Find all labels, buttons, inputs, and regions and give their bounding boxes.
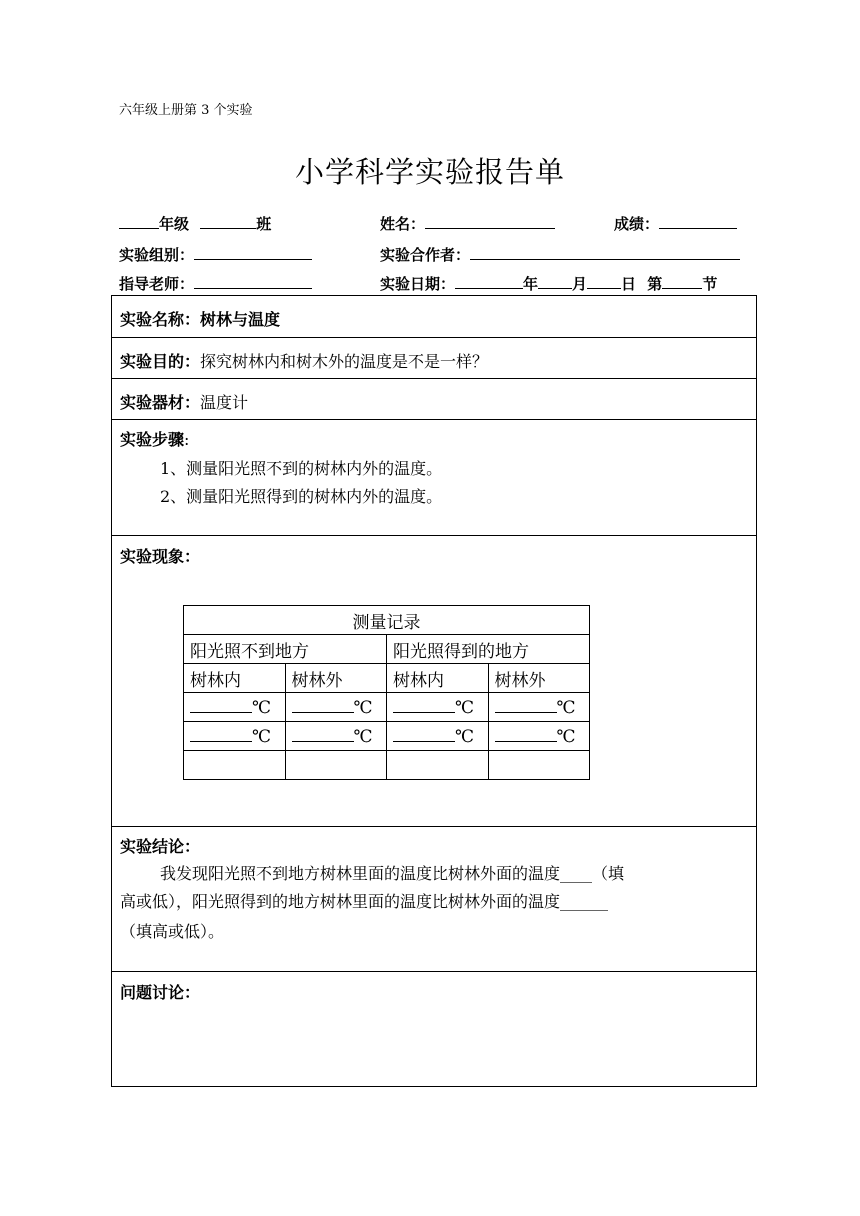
group-header-sun: 阳光照得到的地方 <box>387 635 590 664</box>
month-blank[interactable] <box>538 273 572 289</box>
temp-cell[interactable]: ℃ <box>285 722 387 751</box>
year-suffix: 年 <box>523 275 539 293</box>
column-header: 树林内 <box>184 664 286 693</box>
period-blank[interactable] <box>662 273 702 289</box>
temp-cell[interactable]: ℃ <box>387 722 489 751</box>
steps-label: 实验步骤 <box>120 430 185 449</box>
score-field <box>614 213 737 234</box>
section-purpose <box>111 337 757 379</box>
class-blank[interactable] <box>200 213 256 229</box>
temp-cell[interactable]: ℃ <box>184 693 286 722</box>
grade-suffix: 年级 <box>159 215 190 233</box>
table-row <box>184 751 590 780</box>
step-item: 1、测量阳光照不到的树林内外的温度。 <box>160 459 443 478</box>
grade-note: 六年级上册第 3 个实验 <box>119 103 253 118</box>
column-header: 树林内 <box>387 664 489 693</box>
temp-cell[interactable]: ℃ <box>184 722 286 751</box>
empty-cell[interactable] <box>387 751 489 780</box>
score-blank[interactable] <box>659 213 737 229</box>
steps-colon: : <box>184 430 190 449</box>
materials-value: 温度计 <box>200 393 249 412</box>
year-blank[interactable] <box>455 273 523 289</box>
group-blank[interactable] <box>194 244 312 260</box>
group-header-shade: 阳光照不到地方 <box>184 635 387 664</box>
month-suffix: 月 <box>572 275 588 293</box>
section-conclusion <box>111 826 757 972</box>
partner-field <box>380 244 740 265</box>
experiment-name-label: 实验名称： <box>120 310 201 329</box>
empty-cell[interactable] <box>488 751 590 780</box>
temp-cell[interactable]: ℃ <box>285 693 387 722</box>
period-prefix: 第 <box>647 275 663 293</box>
conclusion-label: 实验结论： <box>120 837 201 856</box>
temp-cell[interactable]: ℃ <box>387 693 489 722</box>
column-header: 树林外 <box>285 664 387 693</box>
period-suffix: 节 <box>702 275 718 293</box>
temp-cell[interactable]: ℃ <box>488 693 590 722</box>
temp-cell[interactable]: ℃ <box>488 722 590 751</box>
purpose-value: 探究树林内和树木外的温度是不是一样？ <box>200 352 489 371</box>
materials-label: 实验器材： <box>120 393 201 412</box>
empty-cell[interactable] <box>285 751 387 780</box>
partner-label: 实验合作者： <box>380 246 471 264</box>
group-field <box>119 244 312 265</box>
teacher-field <box>119 273 312 294</box>
section-materials <box>111 378 757 420</box>
table-row <box>184 722 590 751</box>
conclusion-line: 我发现阳光照不到地方树林里面的温度比树林外面的温度____（填 <box>160 864 625 883</box>
phenomenon-label: 实验现象： <box>120 547 201 566</box>
day-blank[interactable] <box>587 273 621 289</box>
date-field <box>380 273 717 294</box>
teacher-blank[interactable] <box>194 273 312 289</box>
empty-cell[interactable] <box>184 751 286 780</box>
name-blank[interactable] <box>425 213 555 229</box>
group-label: 实验组别： <box>119 246 195 264</box>
teacher-label: 指导老师： <box>119 275 195 293</box>
table-row <box>184 693 590 722</box>
partner-blank[interactable] <box>470 244 740 260</box>
section-steps <box>111 419 757 536</box>
date-label: 实验日期： <box>380 275 456 293</box>
conclusion-line: （填高或低）。 <box>120 922 225 941</box>
column-header: 树林外 <box>488 664 590 693</box>
experiment-name-value: 树林与温度 <box>200 310 281 329</box>
step-item: 2、测量阳光照得到的树林内外的温度。 <box>160 487 443 506</box>
name-label: 姓名： <box>380 215 426 233</box>
day-suffix: 日 <box>621 275 637 293</box>
score-label: 成绩： <box>614 215 660 233</box>
discussion-label: 问题讨论： <box>120 983 201 1002</box>
page-title: 小学科学实验报告单 <box>294 155 565 189</box>
conclusion-line: 高或低），阳光照得到的地方树林里面的温度比树林外面的温度______ <box>120 892 609 911</box>
grade-class-field <box>119 213 271 234</box>
record-title: 测量记录 <box>184 606 590 635</box>
name-field <box>380 213 555 234</box>
purpose-label: 实验目的： <box>120 352 201 371</box>
grade-blank[interactable] <box>119 213 159 229</box>
measurement-record-table <box>183 605 590 780</box>
section-experiment-name <box>111 295 757 338</box>
section-discussion <box>111 971 757 1087</box>
class-suffix: 班 <box>256 215 272 233</box>
